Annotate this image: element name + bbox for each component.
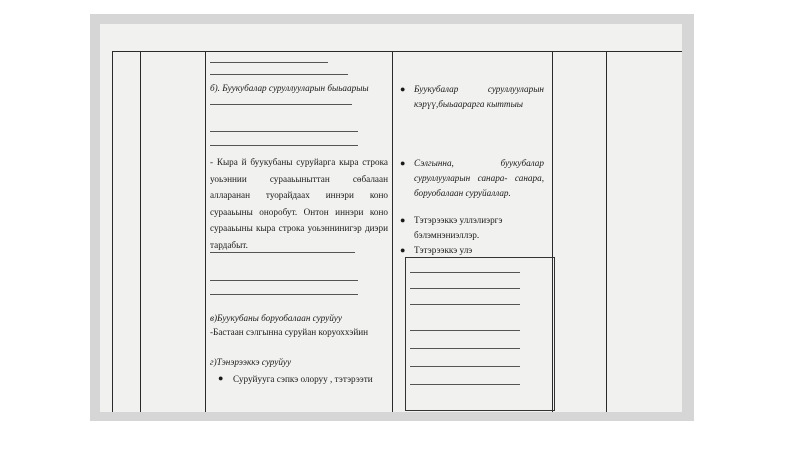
answer-box	[405, 257, 555, 411]
blank-line	[210, 145, 358, 146]
explanation-paragraph: - Кыра й буукубаны суруйарга кыра строка уоьэннии сурааьыныттан сѳбалаан алларанан туорайдаах иннэри коно сурааьыны оноробут. Онтон иннэри коно сурааьыны кыра строка уоьэннинигэр диэри тардабыт.	[210, 157, 388, 250]
paper-sheet	[100, 24, 682, 412]
column-line-1	[112, 52, 113, 412]
bullet-icon: ●	[400, 215, 406, 225]
bullet-g: Суруйууга сэпкэ олоруу , тэтэрээти	[233, 374, 373, 384]
blank-line	[410, 384, 520, 385]
bullet-icon: ●	[400, 84, 406, 94]
blank-line	[410, 330, 520, 331]
blank-line	[410, 366, 520, 367]
heading-v: в)Буукубаны боруобалаан суруйуу	[210, 313, 342, 323]
scanned-page-photo	[90, 14, 694, 421]
bullet-4: Тэтэрээккэ улэ	[414, 245, 473, 255]
blank-line	[210, 294, 358, 295]
bullet-icon: ●	[400, 245, 406, 255]
blank-line	[410, 348, 520, 349]
bullet-icon: ●	[400, 158, 406, 168]
line-v: -Бастаан сэлгынна суруйан коруоххэйин	[210, 327, 369, 337]
blank-line	[410, 272, 520, 273]
table-top-border	[112, 51, 682, 52]
blank-line	[210, 280, 358, 281]
heading-b: б). Буукубалар суруллууларын быьаарыы	[210, 83, 369, 93]
blank-line	[410, 288, 520, 289]
column-line-2	[140, 52, 141, 412]
heading-g: г)Тэнэрээккэ суруйуу	[210, 357, 292, 367]
bullet-1: Буукубалар суруллууларын кэрүү,быьаарарга кыттыы	[414, 84, 544, 109]
blank-line	[210, 131, 358, 132]
blank-line	[210, 252, 355, 253]
blank-line	[210, 74, 348, 75]
column-line-6	[606, 52, 607, 412]
blank-line	[210, 104, 352, 105]
bullet-3: Тэтэрээккэ уллэлиэргэ бэлэмнэниэллэр.	[414, 215, 503, 240]
bullet-2: Сэлгынна, буукубалар суруллууларын санара- санара, боруобалаан суруйаллар.	[414, 158, 544, 198]
blank-line	[210, 62, 328, 63]
bullet-icon: ●	[218, 373, 224, 383]
column-line-4	[392, 52, 393, 412]
column-line-3	[205, 52, 206, 412]
blank-line	[410, 304, 520, 305]
